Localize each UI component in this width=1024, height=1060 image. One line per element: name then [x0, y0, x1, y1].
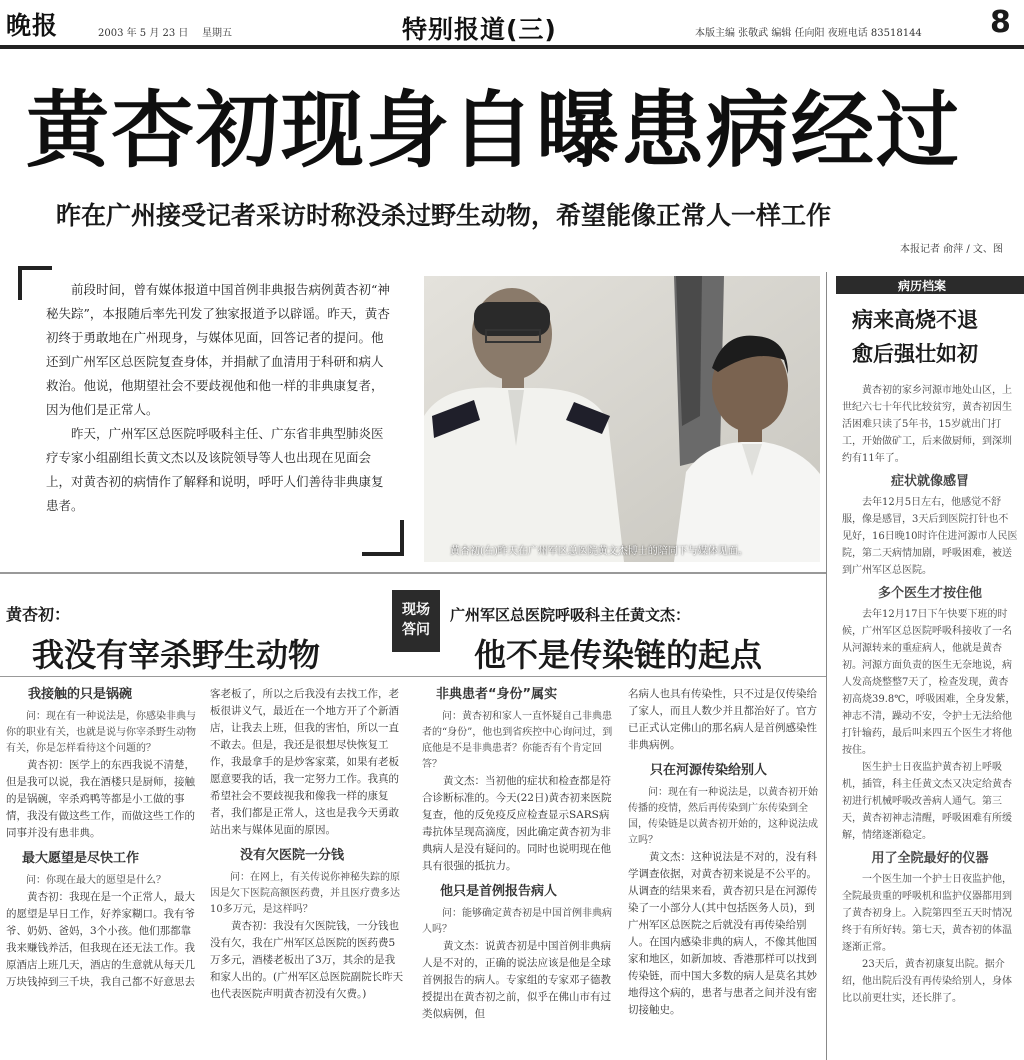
intro-paragraph-1: 前段时间，曾有媒体报道中国首例非典报告病例黄杏初“神秘失踪”，本报随后率先刊发了独家报道予以辟谣。昨天，黄杏初终于勇敢地在广州现身，与媒体见面，回答记者的提问。他还到广州军区总医院复查身体，并捐献了血清用于科研和病人救治。他说，他期望社会不要歧视他和他一样的非典康复者，因为他们是正常人。: [46, 282, 390, 417]
stories-rule: [0, 572, 826, 574]
right-question-1: 问：黄杏初和家人一直怀疑自己非典患者的“身份”，他也到省疾控中心询问过，到底他是不是非典患者？你能否有个肯定回答？: [422, 711, 613, 770]
intro-text: [46, 278, 390, 546]
sidebar-badge: 病历档案: [898, 279, 947, 293]
right-continued: 名病人也具有传染性，只不过是仅传染给了家人，而且人数少并且都治好了。官方已正式认定佛山的那名病人是首例感染性非典病例。: [628, 688, 817, 751]
left-story-title: 我没有宰杀野生动物: [32, 636, 321, 674]
right-answer-1: 黄文杰：当初他的症状和检查都是符合诊断标准的。今天(22日)黄杏初来医院复查，他的反免疫反应检查显示SARS病毒抗体呈现高滴度，因此确定黄杏初为非典病人是没有疑问的。同时也说明现在他具有很强的抵抗力。: [422, 775, 612, 872]
sidebar-title-1: 病来高烧不退: [852, 307, 978, 332]
main-headline: 黄杏初现身自曝患病经过: [26, 81, 961, 179]
intro-paragraph-2: 昨天，广州军区总医院呼吸科主任、广东省非典型肺炎医疗专家小组副组长黄文杰以及该院领导等人也出现在见面会上，对黄杏初的病情作了解释和说明，呼吁人们善待非典康复患者。: [46, 426, 384, 513]
issue-date: 2003 年 5 月 23 日: [98, 28, 189, 39]
sidebar-subhead-2: 症状就像感冒: [890, 474, 969, 489]
stories-rule-bottom: [0, 676, 826, 677]
right-story-col-2: [628, 686, 822, 1060]
live-qa-badge: [392, 590, 440, 652]
right-story-kicker: 广州军区总医院呼吸科主任黄文杰：: [450, 606, 691, 624]
sidebar-paragraph-4: 一个医生加一个护士日夜监护他，全院最贵重的呼吸机和监护仪器都用到了黄杏初身上。入院第四至五天时情况终于有所好转。第七天，黄杏初的体温逐渐正常。: [842, 874, 1012, 953]
right-subhead-1: 非典患者“身份”属实: [436, 687, 558, 702]
left-subhead-3: 没有欠医院一分钱: [240, 848, 345, 863]
left-answer-1: 黄杏初：医学上的东西我说不清楚，但是我可以说，我在酒楼只是厨师，接触的是锅碗，宰杀鸡鸭等都是小工做的事情，我没有做这些工作，而做这些工作的同事并没有患非典。: [6, 759, 195, 839]
live-qa-badge-text: 现场答问: [402, 602, 430, 638]
intro-corner-bottomright: [362, 520, 404, 556]
sidebar-title-2: 愈后强壮如初: [852, 341, 978, 366]
page-number: 8: [990, 5, 1011, 40]
sidebar-paragraph-3b: 医生护士日夜监护黄杏初上呼吸机，插管，科主任黄文杰又决定给黄杏初进行机械呼吸改善病人通气。第三天，黄杏初神志清醒，呼吸困难有所缓解，情绪逐渐稳定。: [842, 762, 1012, 841]
sidebar-subhead-3: 多个医生才按住他: [877, 586, 982, 601]
left-story-kicker: 黄杏初：: [6, 605, 71, 624]
newspaper-logo: 晚报: [6, 11, 59, 40]
sidebar-paragraph-2: 去年12月5日左右，他感觉不舒服，像是感冒，3天后到医院打针也不见好，16日晚10时许住进河源市人民医院，第二天病情加剧，呼吸困难，被送到广州军区总医院。: [842, 497, 1018, 576]
right-subhead-3: 只在河源传染给别人: [650, 763, 768, 778]
left-answer-3: 黄杏初：我没有欠医院钱，一分钱也没有欠，我在广州军区总医院的医药费5万多元，酒楼老板出了3万，其余的是我和家人出的。(广州军区总医院副院长昨天也代表医院声明黄杏初没有欠费。): [210, 920, 404, 1000]
sidebar-divider: [826, 272, 827, 1060]
right-story-col-1: [422, 686, 618, 1060]
right-answer-3: 黄文杰：这种说法是不对的，没有科学调查依据，对黄杏初来说是不公平的。从调查的结果来看，黄杏初只是在河源传染了一小部分人(其中包括医务人员)，到广州军区总医院之后就没有再传染给别人。在国内感染非典的病人，不像其他国家和地区，如新加坡、香港那样可以找到传染链，而中国大多数的病人是莫名其妙地得这个病的，患者与患者之间并没有密切接触史。: [628, 851, 817, 1016]
masthead: [0, 0, 1024, 48]
section-title: 特别报道(三): [402, 15, 557, 44]
news-photo: [424, 276, 820, 562]
left-subhead-1: 我接触的只是锅碗: [28, 687, 133, 702]
sidebar: [836, 276, 1024, 1060]
left-question-2: 问：你现在最大的愿望是什么？: [26, 875, 166, 886]
issue-weekday: 星期五: [202, 28, 232, 39]
right-story-title: 他不是传染链的起点: [474, 636, 763, 674]
main-subtitle: 昨在广州接受记者采访时称没杀过野生动物，希望能像正常人一样工作: [56, 201, 832, 230]
editor-credits: 本版主编 张敬武 编辑 任向阳 夜班电话 83518144: [695, 28, 922, 39]
right-question-2: 问：能够确定黄杏初是中国首例非典病人吗？: [422, 908, 612, 935]
left-story-col-1: [6, 686, 198, 1060]
left-continued: 客老板了，所以之后我没有去找工作，老板很讲义气，最近在一个地方开了个新酒店，让我去上班，但我的害怕，所以一直不敢去。但是，我还是很想尽快恢复工作，我最拿手的是炒客家菜，如果有老板愿意要我的话，我一定努力工作。我真的希望社会不要歧视我和像我一样的康复者，我们都是正常人，这也是我今天勇敢站出来与媒体见面的原因。: [210, 688, 399, 836]
masthead-rule: [0, 45, 1024, 49]
photo-caption: 黄杏初(右)昨天在广州军区总医院黄文杰博士的陪同下与媒体见面。: [450, 546, 748, 557]
right-answer-2: 黄文杰：说黄杏初是中国首例非典病人是不对的，正确的说法应该是他是全球首例报告的病人。专家组的专家邓子德教授提出在黄杏初之前，似乎在佛山市有过类似病例，但: [422, 940, 611, 1020]
byline: 本报记者 俞萍 / 文、图: [900, 244, 1003, 255]
left-question-3: 问：在网上，有关传说你神秘失踪的原因是欠下医院高额医药费，并且医疗费多达10多万元，是这样吗？: [210, 872, 400, 915]
left-subhead-2: 最大愿望是尽快工作: [22, 851, 140, 866]
left-answer-2: 黄杏初：我现在是一个正常人，最大的愿望是早日工作，好养家糊口。我有爷爷、奶奶、爸妈，3个小孩。他们那都靠我来赚钱养活，但我现在还无法工作。我原酒店上班几天，酒店的生意就从每天几万块钱掉到三千块，我自己都不好意思去: [6, 891, 195, 988]
right-subhead-2: 他只是首例报告病人: [440, 884, 558, 899]
sidebar-subhead-4: 用了全院最好的仪器: [871, 851, 989, 866]
sidebar-paragraph-1: 黄杏初的家乡河源市地处山区，上世纪六七十年代比较贫穷，黄杏初因生活困难只读了5年书，15岁就出门打工，开始做矿工，后来做厨师，到深圳约有11年了。: [842, 385, 1012, 464]
left-story-col-2: [210, 686, 404, 1060]
sidebar-body: [842, 382, 1018, 1060]
sidebar-paragraph-5: 23天后，黄杏初康复出院。据介绍，他出院后没有再传染给别人，身体比以前更壮实，还长胖了。: [842, 959, 1012, 1004]
right-question-3: 问：现在有一种说法是，以黄杏初开始传播的疫情，然后再传染到广东传染到全国，传染链是以黄杏初开始的，这种说法成立吗？: [628, 787, 818, 846]
photo-illustration: [424, 276, 820, 562]
sidebar-paragraph-3: 去年12月17日下午快要下班的时候，广州军区总医院呼吸科接收了一名从河源转来的重症病人，他就是黄杏初。河源方面负责的医生无奈地说，病人发高烧整整7天了，检查发现，黄杏初高烧39.8℃，呼吸困难，全身发紫，神志不清，躁动不安，令护士无法给他打针输药，最后叫来四五个医生才将他按住。: [842, 609, 1016, 756]
left-question-1: 问：现在有一种说法是，你感染非典与你的职业有关，也就是说与你宰杀野生动物有关，你是怎样看待这个问题的？: [6, 711, 196, 754]
